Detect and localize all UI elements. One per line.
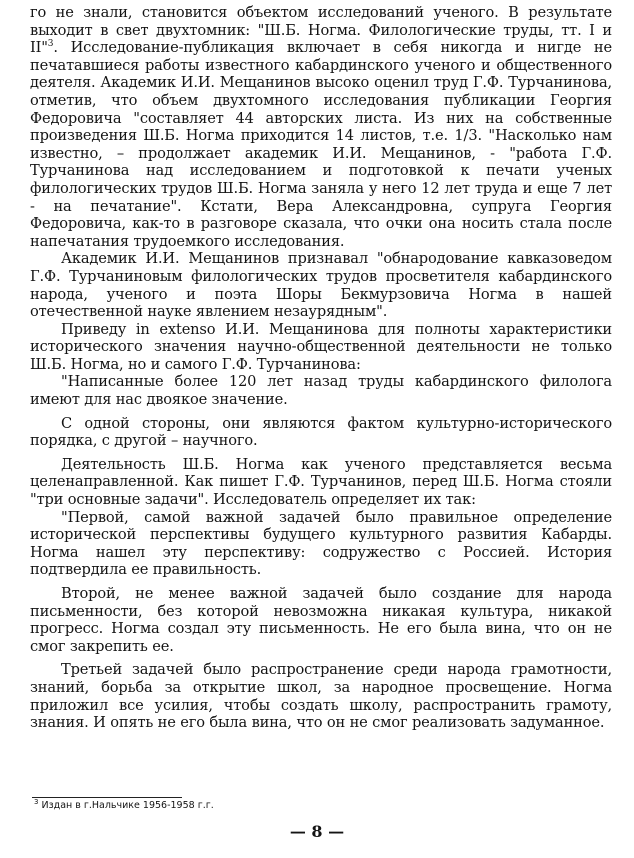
quote-paragraph-6: Третьей задачей было распространение среди народа грамотности, знаний, борьба за открытие школ, за народное просвещение. Ногма приложил все усилия, чтобы создать школу, распространить грамоту, знания. И опять не его была вина, что он не смог реализовать задуманное.	[30, 661, 612, 732]
paragraph-2: Академик И.И. Мещанинов признавал "обнародование кавказоведом Г.Ф. Турчаниновым филологических трудов просветителя кабардинского народа, ученого и поэта Шоры Бекмурзовича Ногма в нашей отечественной науке явлением незаурядным".	[30, 250, 612, 321]
quote-paragraph-4: "Первой, самой важной задачей было правильное определение исторической перспективы будущего культурного развития Кабарды. Ногма нашел эту перспективу: содружество с Россией. История подтвердила ее правильность.	[30, 508, 612, 579]
quote-paragraph-5: Второй, не менее важной задачей было создание для народа письменности, без которой невозможна никакая культура, никакой прогресс. Ногма создал эту письменность. Не его была вина, что он не смог закрепить ее.	[30, 585, 612, 655]
quote-paragraph-3: Деятельность Ш.Б. Ногма как ученого представляется весьма целенаправленной. Как пишет Г.Ф. Турчанинов, перед Ш.Б. Ногма стояли "три основные задачи". Исследователь определяет их так:	[30, 455, 612, 509]
paragraph-1: го не знали, становится объектом исследований ученого. В результате выходит в свет двухтомник: "Ш.Б. Ногма. Филологические труды, тт. I и II"$^3$. Исследование-публикация включает в себя никогда и нигде не печатавшиеся работы известного кабардинского ученого и общественного деятеля. Академик И.И. Мещанинов высоко оценил труд Г.Ф. Турчанинова, отметив, что объем двухтомного исследования публикации Георгия Федоровича "составляет 44 авторских листа. Из них на собственные произведения Ш.Б. Ногма приходится 14 листов, т.е. 1/3. "Насколько нам известно, – продолжает академик И.И. Мещанинов, - "работа Г.Ф. Турчанинова над исследованием и подготовкой к печати ученых филологических трудов Ш.Б. Ногма заняла у него 12 лет труда и еще 7 лет - на печатание". Кстати, Вера Александровна, супруга Георгия Федоровича, как-то в разговоре сказала, что очки она носить стала после напечатания трудоемкого исследования.	[30, 4, 612, 250]
main-text	[30, 4, 612, 732]
quote-paragraph-1: "Написанные более 120 лет назад труды кабардинского филолога имеют для нас двоякое значение.	[30, 373, 612, 409]
paragraph-3: Приведу in extenso И.И. Мещанинова для полноты характеристики исторического значения научно-общественной деятельности не только Ш.Б. Ногма, но и самого Г.Ф. Турчанинова:	[30, 320, 612, 373]
footnote	[34, 797, 594, 812]
footnote-divider	[32, 797, 182, 798]
footnote-mark: 3	[34, 797, 39, 806]
footnote-text: Издан в г.Нальчике 1956-1958 г.г.	[41, 800, 214, 811]
footnote-reference: 3	[47, 39, 54, 50]
page-number: — 8 —	[289, 822, 345, 841]
quote-paragraph-2: С одной стороны, они являются фактом культурно-исторического порядка, с другой – научного.	[30, 414, 612, 450]
